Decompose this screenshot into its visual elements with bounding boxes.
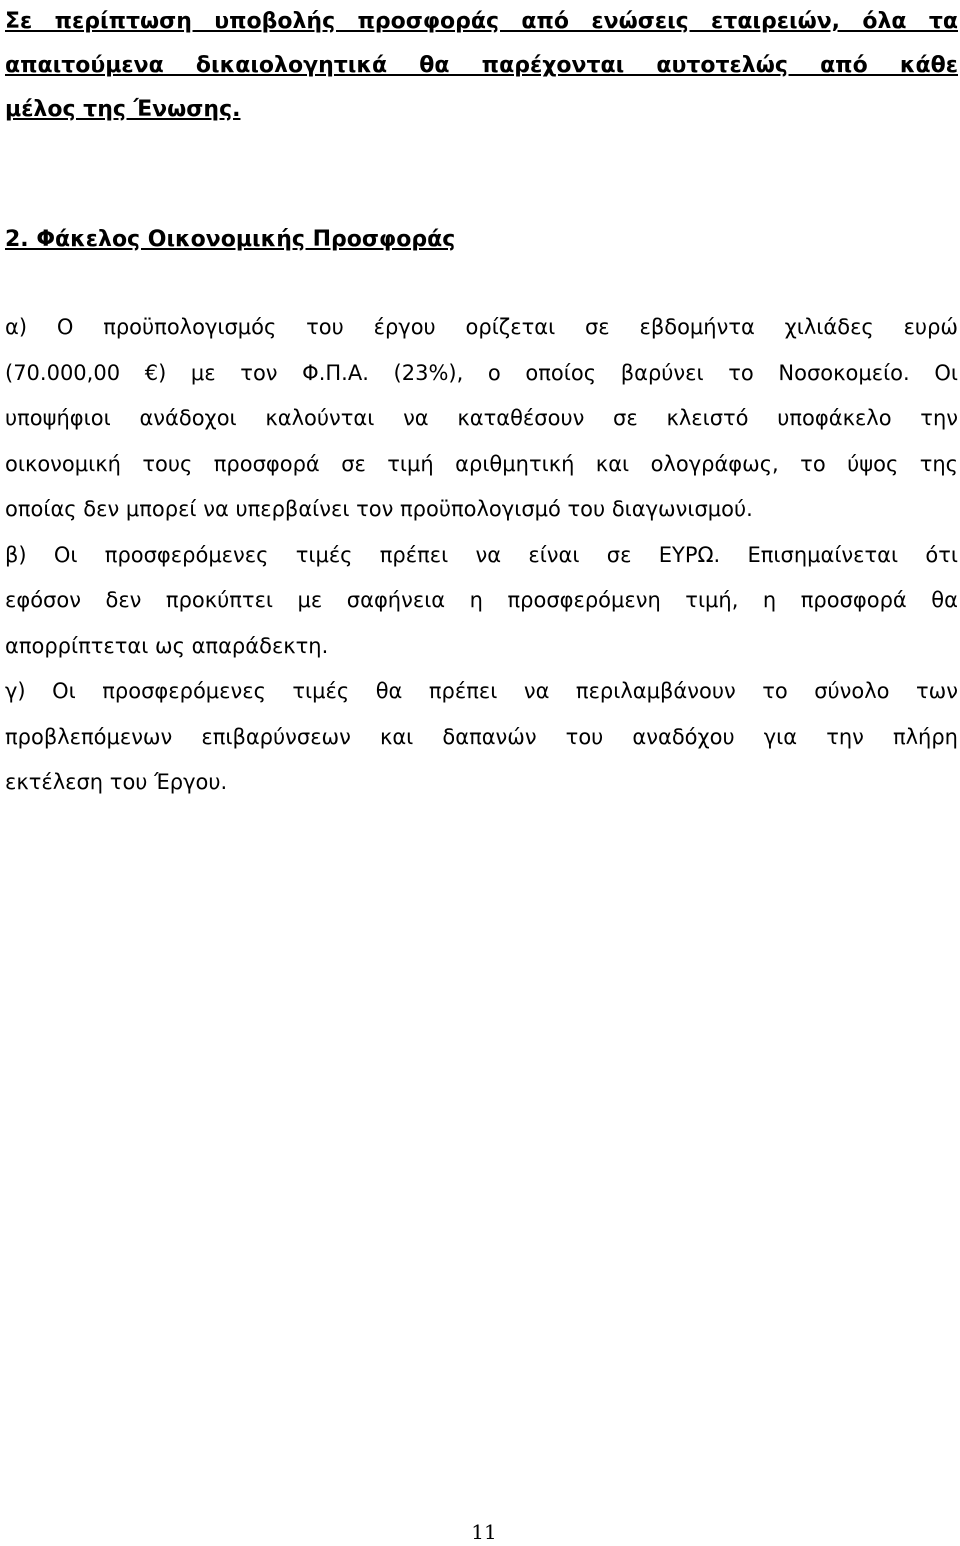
paragraph-a-budget: [5, 305, 958, 533]
consortium-requirements-paragraph: [5, 0, 958, 132]
text-line: οικονομική τους προσφορά σε τιμή αριθμητική και ολογράφως, το ύψος της: [5, 451, 958, 476]
paragraph-c-costs: [5, 669, 958, 806]
text-line: οποίας δεν μπορεί να υπερβαίνει τον προϋπολογισμό του διαγωνισμού.: [5, 497, 753, 521]
document-page: [5, 0, 958, 794]
page-number: 11: [471, 1520, 497, 1544]
text-line: γ) Οι προσφερόμενες τιμές θα πρέπει να περιλαμβάνουν το σύνολο των: [5, 679, 958, 703]
text-line: εκτέλεση του Έργου.: [5, 770, 228, 794]
text-line: εφόσον δεν προκύπτει με σαφήνεια η προσφερόμενη τιμή, η προσφορά θα: [5, 588, 958, 612]
section-heading: 2. Φάκελος Οικονομικής Προσφοράς: [5, 227, 456, 252]
text-line: απορρίπτεται ως απαράδεκτη.: [5, 633, 329, 658]
text-line: Σε περίπτωση υποβολής προσφοράς από ενώσεις εταιρειών, όλα τα: [5, 9, 958, 34]
text-line: μέλος της Ένωσης.: [5, 97, 241, 122]
text-line: προβλεπόμενων επιβαρύνσεων και δαπανών του αναδόχου για την πλήρη: [5, 724, 958, 749]
text-line: β) Οι προσφερόμενες τιμές πρέπει να είναι σε ΕΥΡΩ. Επισημαίνεται ότι: [5, 542, 958, 567]
text-line: α) Ο προϋπολογισμός του έργου ορίζεται σε εβδομήντα χιλιάδες ευρώ: [5, 315, 958, 339]
text-line: απαιτούμενα δικαιολογητικά θα παρέχονται αυτοτελώς από κάθε: [5, 53, 958, 78]
paragraph-b-currency: [5, 533, 958, 670]
text-line: (70.000,00 €) με τον Φ.Π.Α. (23%), ο οποίος βαρύνει το Νοσοκομείο. Οι: [5, 360, 958, 385]
section-body: [5, 305, 958, 806]
text-line: υποψήφιοι ανάδοχοι καλούνται να καταθέσουν σε κλειστό υποφάκελο την: [5, 406, 958, 430]
